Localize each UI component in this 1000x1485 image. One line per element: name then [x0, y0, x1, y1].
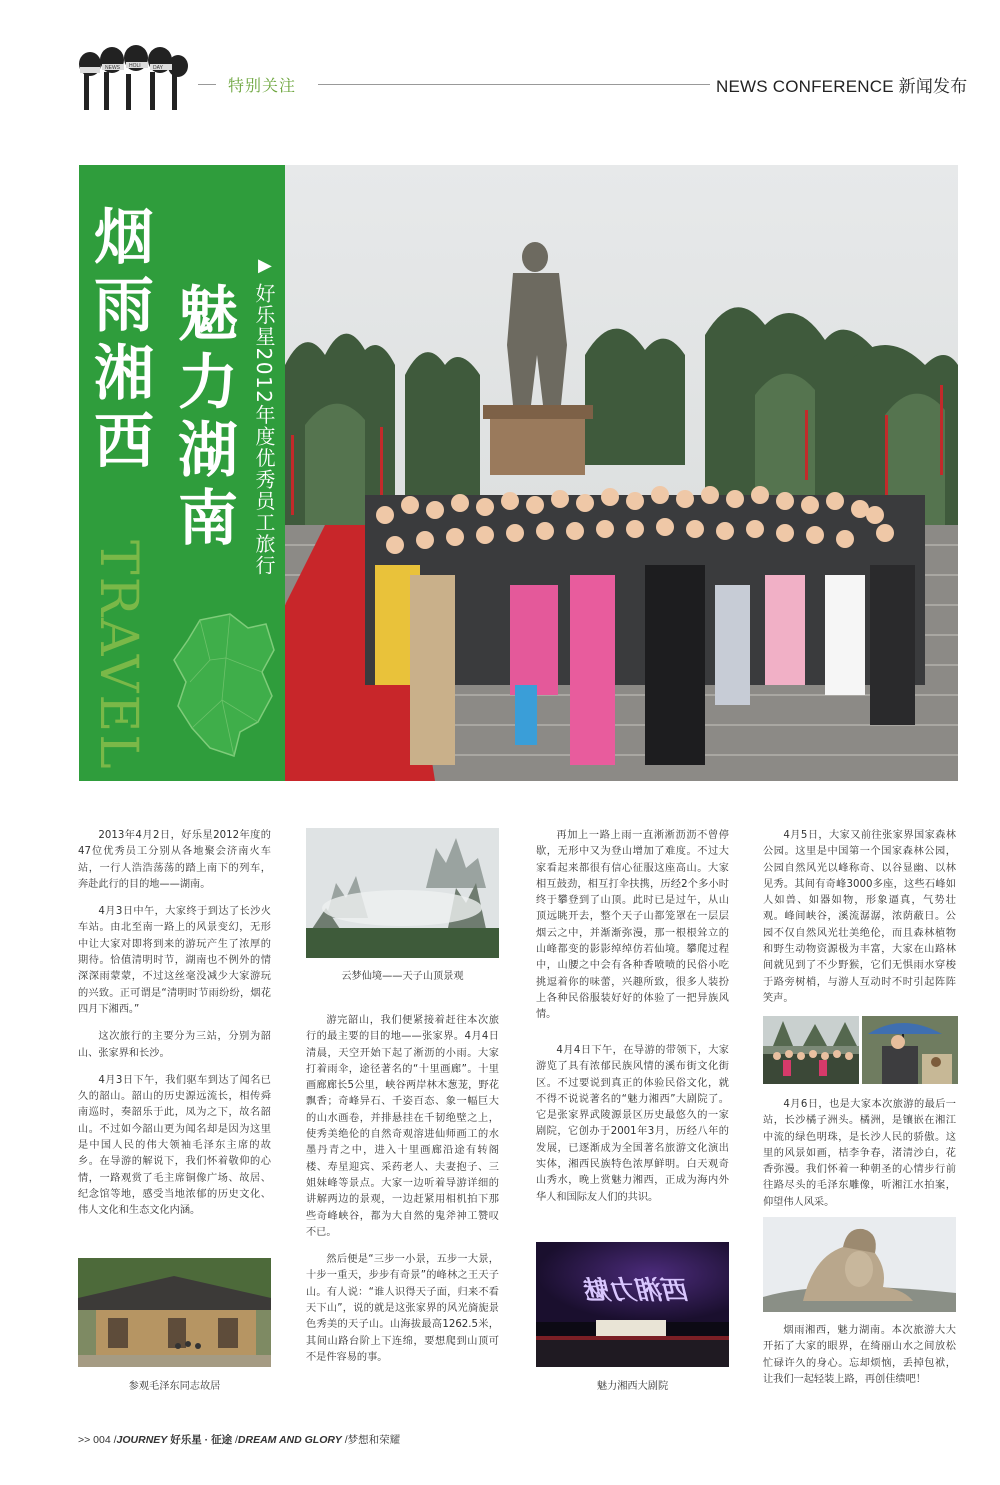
article-column-4b [763, 1097, 956, 1222]
footer-journey: JOURNEY [116, 1434, 168, 1446]
forest-park-group-photo [763, 1016, 859, 1084]
caption-house: 参观毛泽东同志故居 [128, 1381, 221, 1392]
group-photo-statue [285, 165, 958, 781]
paragraph: 4月5日，大家又前往张家界国家森林公园。这里是中国第一个国家森林公园，公园自然风光以峰称奇、以谷显幽、以林见秀。其间有奇峰3000多座，这些石峰如人如兽、如器如物，形象逼真，气势壮观。峰间峡谷，溪流潺潺，浓荫蔽日。公园不仅自然风光壮美绝伦，而且森林植物和野生动物资源极为丰富，大家在山路林间就见到了不少野猴，它们无惧雨水穿梭于路旁树梢，与游人互动时不时引起阵阵笑声。 [763, 830, 956, 1004]
young-mao-statue-photo [763, 1217, 956, 1312]
footer-brand: 好乐星 · 征途 [170, 1434, 233, 1446]
paragraph: 然后便是“三步一小景，五步一大景，十步一重天，步步有奇景”的峰林之王天子山。有人说：“谁人识得天子面，归来不看天下山”，说的就是这张家界的风光旖旎景色秀美的天子山。山海拔最高1262.5米，其间山路台阶上下连绵，要想爬到山顶可不是件容易的事。 [306, 1254, 499, 1363]
hero-title-line-2: 魅力湖南 [168, 282, 238, 554]
paragraph: 4月3日下午，我们驱车到达了闻名已久的韶山。韶山的历史源远流长，相传舜南巡时，奏韶乐于此，凤为之下，故名韶山。不过如今韶山更为闻名却是因为这里是中国人民的伟大领袖毛泽东主席的故乡。在导游的解说下，我们怀着敬仰的心情，一路观赏了毛主席铜像广场、故居、纪念馆等地，感受当地浓郁的历史文化、伟人文化和生态文化内涵。 [78, 1074, 271, 1217]
mic-day-label: DAY [153, 65, 163, 71]
paragraph: 4月6日，也是大家本次旅游的最后一站，长沙橘子洲头。橘洲，是镶嵌在湘江中流的绿色明珠，是长沙人民的骄傲。这里的风景如画，桔李争春，渚清沙白，花香弥漫。我们怀着一种朝圣的心情步行前往路尽头的毛泽东雕像，听湘江水拍案，仰望伟人风采。 [763, 1099, 956, 1208]
hunan-map-icon [170, 610, 280, 760]
page-number: >> 004 [78, 1434, 111, 1446]
microphones-logo [78, 42, 190, 114]
section-label: 特别关注 [228, 76, 297, 95]
hero-subtitle: 好乐星2012年度优秀员工旅行 [252, 283, 276, 577]
theater-sign: 西湘力魅 [586, 1276, 691, 1306]
charming-xiangxi-theater-photo [536, 1242, 729, 1367]
footer-tail: 梦想和荣耀 [347, 1434, 401, 1446]
monkey-feeding-photo [862, 1016, 958, 1084]
mic-news-label: NEWS [105, 65, 120, 71]
paragraph: 烟雨湘西，魅力湖南。本次旅游大大开拓了大家的眼界，在绮丽山水之间放松忙碌许久的身心。忘却烦恼，丢掉包袱，让我们一起轻装上路，再创佳绩吧！ [763, 1325, 956, 1385]
article-column-3 [536, 828, 729, 1035]
paragraph: 这次旅行的主要分为三站，分别为韶山、张家界和长沙。 [78, 1031, 271, 1059]
paragraph: 再加上一路上雨一直淅淅沥沥不曾停歇，无形中又为登山增加了难度。不过大家看起来都很有信心征服这座高山。大家相互鼓劲，相互打伞扶携，历经2个多小时终于攀登到了山顶。此时已是过午，从山顶远眺开去，整个天子山都笼罩在一层层烟云之中，并渐渐弥漫，那一根根耸立的山峰都变的影影绰绰仿若仙境。攀爬过程中，山腰之中会有各种香喷喷的民俗小吃挑逗着你的味蕾，兴趣所致，很多人装扮上各种民俗服装好好的体验了一把异族风情。 [536, 830, 729, 1021]
mao-former-residence-photo [78, 1258, 271, 1367]
tianzi-mountain-mist-photo [306, 828, 499, 958]
header-rule-left [198, 84, 216, 85]
article-column-3b [536, 1043, 729, 1217]
hero-title-line-1: 烟雨湘西 [84, 205, 154, 477]
page-footer: >> 004 /JOURNEY 好乐星 · 征途 /DREAM AND GLORY /梦想和荣耀 [78, 1434, 401, 1446]
header-rule [318, 84, 710, 85]
play-triangle-icon: ▶ [258, 255, 272, 276]
footer-dream: DREAM AND GLORY [237, 1434, 342, 1446]
article-column-2 [306, 1013, 499, 1377]
article-column-4 [763, 828, 956, 1018]
paragraph: 4月4日下午，在导游的带领下，大家游览了具有浓郁民族风情的溪布街文化街区。不过要说到真正的体验民俗文化，就不得不说说著名的“魅力湘西”大剧院了。它是张家界武陵源景区历史最悠久的一家剧院，它创办于2001年3月，历经八年的发展，已逐渐成为全国著名旅游文化演出实体，湘西民族特色浓厚鲜明。白天观奇山秀水，晚上赏魅力湘西，正成为海内外华人和国际友人们的共识。 [536, 1045, 729, 1203]
paragraph: 游完韶山，我们便紧接着赶往本次旅行的最主要的目的地——张家界。4月4日清晨，天空开始下起了淅沥的小雨。大家打着雨伞，途径著名的“十里画廊”。十里画廊廊长5公里，峡谷两岸林木葱茏，野花飘香；奇峰异石、千姿百态、象一幅巨大的山水画卷，并排悬挂在千韧绝壁之上，使秀美绝伦的自然奇观溶进仙师画工的水墨丹青之中，进入十里画廊沿途有转阁楼、寿星迎宾、采药老人、夫妻抱子、三姐妹峰等景点。大家一边听着导游详细的讲解两边的景观，一边赶紧用相机拍下那些奇峰峡谷，都为大自然的鬼斧神工赞叹不已。 [306, 1015, 499, 1238]
paragraph: 2013年4月2日，好乐星2012年度的47位优秀员工分别从各地聚会济南火车站，一行人浩浩荡荡的踏上南下的列车，奔赴此行的目的地——湖南。 [78, 830, 271, 890]
caption-mist: 云梦仙境——天子山顶景观 [341, 971, 464, 982]
hero-english-word: TRAVEL [88, 540, 148, 771]
article-column-4c [763, 1323, 956, 1399]
article-column-1 [78, 828, 271, 1231]
section-title: NEWS CONFERENCE 新闻发布 [716, 77, 968, 96]
paragraph: 4月3日中午，大家终于到达了长沙火车站。由北至南一路上的风景变幻，无形中让大家对即将到来的游玩产生了浓厚的期待。恰值清明时节，湖南也不例外的情深深雨蒙蒙，不过这丝毫没减少大家游玩的兴致。正可谓是“清明时节雨纷纷，烟花四月下湘西。” [78, 906, 271, 1015]
caption-theater: 魅力湘西大剧院 [596, 1381, 669, 1392]
mic-holi-label: HOLI [129, 63, 141, 69]
